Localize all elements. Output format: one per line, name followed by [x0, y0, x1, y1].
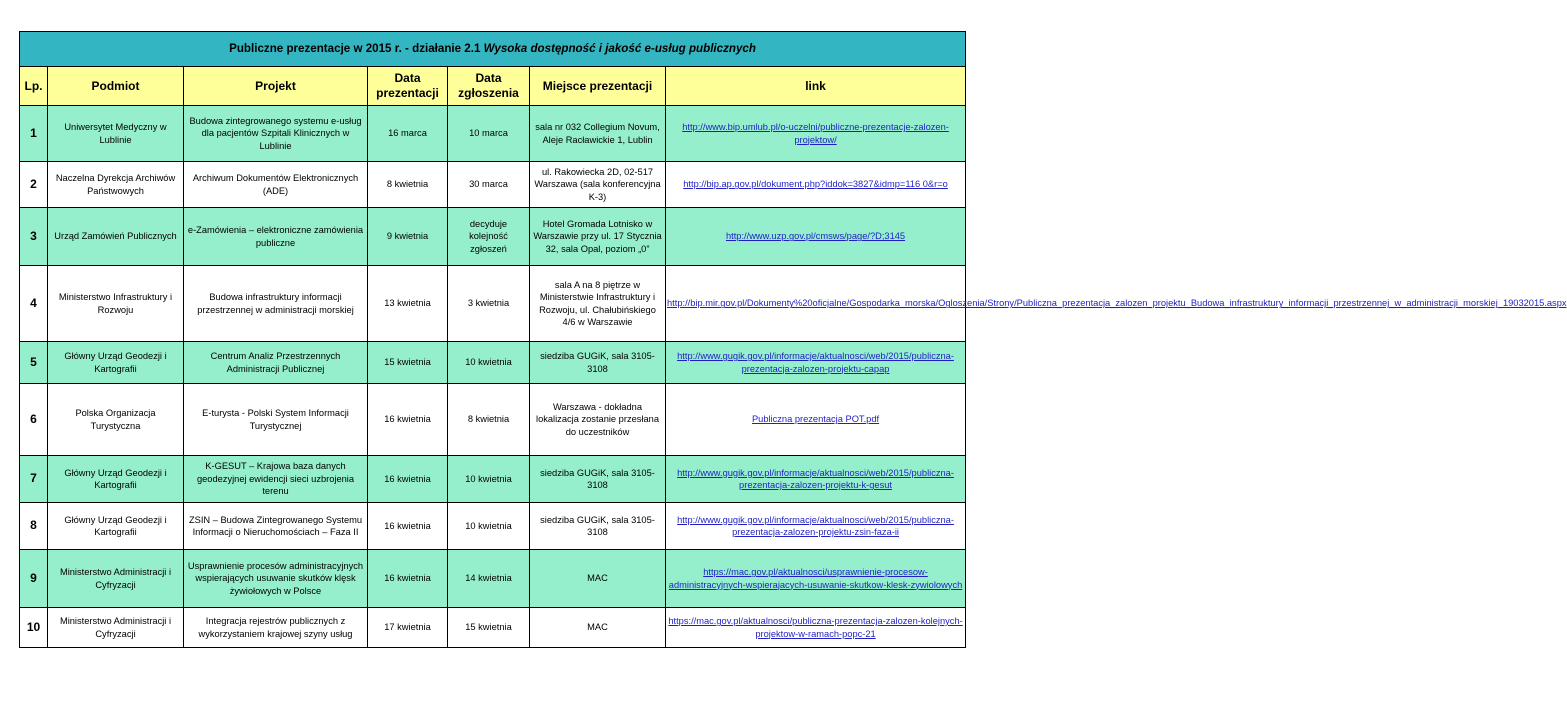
cell-data-zgloszenia: 10 kwietnia: [448, 503, 530, 550]
cell-miejsce: Hotel Gromada Lotnisko w Warszawie przy ul. 17 Stycznia 32, sala Opal, poziom „0”: [530, 208, 666, 266]
cell-data-prezentacji: 16 kwietnia: [368, 550, 448, 608]
title-row: [20, 32, 966, 67]
table-row: [20, 456, 966, 503]
cell-miejsce: siedziba GUGiK, sala 3105-3108: [530, 456, 666, 503]
cell-data-prezentacji: 9 kwietnia: [368, 208, 448, 266]
table-row: [20, 162, 966, 208]
cell-data-prezentacji: 16 marca: [368, 106, 448, 162]
cell-projekt: Usprawnienie procesów administracyjnych wspierających usuwanie skutków klęsk żywiołowych w Polsce: [184, 550, 368, 608]
cell-link: [666, 266, 1567, 342]
cell-data-prezentacji: 17 kwietnia: [368, 608, 448, 648]
cell-link: [666, 608, 966, 648]
cell-projekt: e-Zamówienia – elektroniczne zamówienia publiczne: [184, 208, 368, 266]
cell-lp: 5: [20, 342, 48, 384]
cell-projekt: E-turysta - Polski System Informacji Turystycznej: [184, 384, 368, 456]
cell-data-zgloszenia: 10 kwietnia: [448, 456, 530, 503]
presentation-link[interactable]: http://bip.ap.gov.pl/dokument.php?iddok=3827&idmp=116 0&r=o: [683, 179, 948, 190]
cell-lp: 9: [20, 550, 48, 608]
cell-link: [666, 162, 966, 208]
cell-data-prezentacji: 16 kwietnia: [368, 456, 448, 503]
cell-podmiot: Polska Organizacja Turystyczna: [48, 384, 184, 456]
cell-podmiot: Ministerstwo Administracji i Cyfryzacji: [48, 608, 184, 648]
presentation-link[interactable]: http://www.uzp.gov.pl/cmsws/page/?D;3145: [725, 231, 906, 242]
cell-projekt: Budowa zintegrowanego systemu e-usług dla pacjentów Szpitali Klinicznych w Lublinie: [184, 106, 368, 162]
cell-miejsce: MAC: [530, 550, 666, 608]
cell-podmiot: Ministerstwo Administracji i Cyfryzacji: [48, 550, 184, 608]
cell-miejsce: sala nr 032 Collegium Novum, Aleje Racławickie 1, Lublin: [530, 106, 666, 162]
cell-miejsce: siedziba GUGiK, sala 3105-3108: [530, 342, 666, 384]
cell-lp: 1: [20, 106, 48, 162]
cell-link: [666, 208, 966, 266]
cell-data-prezentacji: 16 kwietnia: [368, 384, 448, 456]
cell-projekt: ZSIN – Budowa Zintegrowanego Systemu Informacji o Nieruchomościach – Faza II: [184, 503, 368, 550]
cell-link: [666, 384, 966, 456]
cell-lp: 7: [20, 456, 48, 503]
cell-podmiot: Ministerstwo Infrastruktury i Rozwoju: [48, 266, 184, 342]
cell-projekt: Archiwum Dokumentów Elektronicznych (ADE): [184, 162, 368, 208]
cell-podmiot: Główny Urząd Geodezji i Kartografii: [48, 503, 184, 550]
title-prefix: Publiczne prezentacje w 2015 r. - działanie 2.1: [229, 42, 484, 56]
header-data-zgloszenia: Data zgłoszenia: [448, 67, 530, 106]
presentation-link[interactable]: https://mac.gov.pl/aktualnosci/usprawnienie-procesow-administracyjnych-wspierajacych-usuwanie-skutkow-klesk-zywiolowych: [668, 567, 963, 590]
cell-lp: 3: [20, 208, 48, 266]
cell-projekt: Centrum Analiz Przestrzennych Administracji Publicznej: [184, 342, 368, 384]
cell-lp: 4: [20, 266, 48, 342]
table-row: [20, 106, 966, 162]
cell-podmiot: Naczelna Dyrekcja Archiwów Państwowych: [48, 162, 184, 208]
cell-lp: 10: [20, 608, 48, 648]
cell-data-zgloszenia: decyduje kolejność zgłoszeń: [448, 208, 530, 266]
table-title: [20, 32, 966, 67]
cell-projekt: K-GESUT – Krajowa baza danych geodezyjnej ewidencji sieci uzbrojenia terenu: [184, 456, 368, 503]
cell-data-zgloszenia: 14 kwietnia: [448, 550, 530, 608]
cell-lp: 6: [20, 384, 48, 456]
cell-data-zgloszenia: 30 marca: [448, 162, 530, 208]
cell-data-zgloszenia: 8 kwietnia: [448, 384, 530, 456]
presentation-link[interactable]: http://www.gugik.gov.pl/informacje/aktualnosci/web/2015/publiczna-prezentacja-zalozen-projektu-capap: [677, 351, 954, 374]
cell-miejsce: Warszawa - dokładna lokalizacja zostanie przesłana do uczestników: [530, 384, 666, 456]
cell-projekt: Budowa infrastruktury informacji przestrzennej w administracji morskiej: [184, 266, 368, 342]
cell-podmiot: Główny Urząd Geodezji i Kartografii: [48, 456, 184, 503]
table-row: [20, 384, 966, 456]
header-miejsce: Miejsce prezentacji: [530, 67, 666, 106]
cell-miejsce: sala A na 8 piętrze w Ministerstwie Infrastruktury i Rozwoju, ul. Chałubińskiego 4/6 w Warszawie: [530, 266, 666, 342]
header-projekt: Projekt: [184, 67, 368, 106]
cell-data-prezentacji: 13 kwietnia: [368, 266, 448, 342]
cell-link: [666, 503, 966, 550]
presentation-link[interactable]: http://www.gugik.gov.pl/informacje/aktualnosci/web/2015/publiczna-prezentacja-zalozen-projektu-zsin-faza-ii: [677, 514, 954, 537]
cell-data-prezentacji: 8 kwietnia: [368, 162, 448, 208]
cell-podmiot: Główny Urząd Geodezji i Kartografii: [48, 342, 184, 384]
table-row: [20, 550, 966, 608]
cell-lp: 2: [20, 162, 48, 208]
cell-projekt: Integracja rejestrów publicznych z wykorzystaniem krajowej szyny usług: [184, 608, 368, 648]
cell-data-zgloszenia: 3 kwietnia: [448, 266, 530, 342]
header-data-prezentacji: Data prezentacji: [368, 67, 448, 106]
table-row: [20, 208, 966, 266]
presentations-table: [19, 31, 1567, 648]
cell-link: [666, 550, 966, 608]
cell-miejsce: ul. Rakowiecka 2D, 02-517 Warszawa (sala konferencyjna K-3): [530, 162, 666, 208]
header-row: [20, 67, 966, 106]
cell-data-prezentacji: 15 kwietnia: [368, 342, 448, 384]
header-podmiot: Podmiot: [48, 67, 184, 106]
presentation-link[interactable]: http://www.gugik.gov.pl/informacje/aktualnosci/web/2015/publiczna-prezentacja-zalozen-projektu-k-gesut: [677, 467, 954, 490]
table-row: [20, 503, 966, 550]
header-link: link: [666, 67, 966, 106]
presentation-link[interactable]: Publiczna prezentacja POT.pdf: [751, 414, 880, 425]
cell-link: [666, 106, 966, 162]
cell-data-zgloszenia: 15 kwietnia: [448, 608, 530, 648]
cell-data-prezentacji: 16 kwietnia: [368, 503, 448, 550]
presentations-sheet: [19, 31, 1567, 648]
cell-lp: 8: [20, 503, 48, 550]
cell-link: [666, 342, 966, 384]
table-row: [20, 266, 966, 342]
cell-miejsce: MAC: [530, 608, 666, 648]
cell-link: [666, 456, 966, 503]
cell-podmiot: Urząd Zamówień Publicznych: [48, 208, 184, 266]
presentation-link[interactable]: https://mac.gov.pl/aktualnosci/publiczna-prezentacja-zalozen-kolejnych-projektow-w-ramach-popc-21: [668, 616, 963, 639]
header-lp: Lp.: [20, 67, 48, 106]
cell-podmiot: Uniwersytet Medyczny w Lublinie: [48, 106, 184, 162]
cell-miejsce: siedziba GUGiK, sala 3105-3108: [530, 503, 666, 550]
title-emphasis: Wysoka dostępność i jakość e-usług publicznych: [483, 42, 756, 56]
cell-data-zgloszenia: 10 marca: [448, 106, 530, 162]
presentation-link[interactable]: http://www.bip.umlub.pl/o-uczelni/publiczne-prezentacje-zalozen-projektow/: [682, 122, 949, 145]
presentation-link[interactable]: http://bip.mir.gov.pl/Dokumenty%20oficjalne/Gospodarka_morska/Ogloszenia/Strony/Publiczna_prezentacja_zalozen_projektu_Budowa_infrastruktury_informacji_przestrzennej_w_administracji_morskiej_19032015.aspx: [667, 298, 1567, 309]
table-row: [20, 608, 966, 648]
cell-data-zgloszenia: 10 kwietnia: [448, 342, 530, 384]
table-row: [20, 342, 966, 384]
